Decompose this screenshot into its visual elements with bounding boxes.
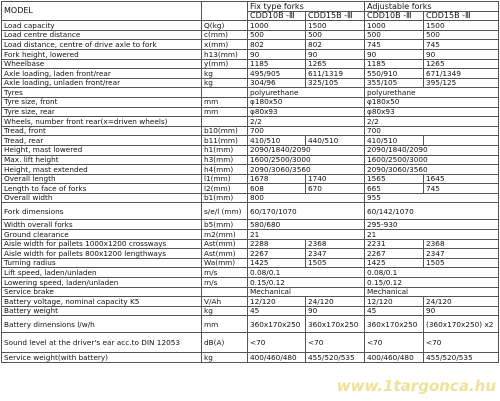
- unit-header: [202, 2, 248, 21]
- model-cdd15b-adj: CDD15B -Ⅲ: [424, 11, 499, 21]
- row-label: Tyre size, front: [2, 97, 202, 107]
- adjustable-forks-value: 2/2: [365, 117, 499, 127]
- row-label: Tread, rear: [2, 136, 202, 146]
- table-row: [2, 353, 499, 363]
- adjustable-forks-value: 1600/2500/3000: [365, 155, 499, 165]
- row-unit: b10(mm): [202, 126, 248, 136]
- cdd15b-fix-value: <70: [306, 333, 365, 353]
- row-label: Wheels, number front rear(x=driven wheels): [2, 117, 202, 127]
- row-label: Load centre distance: [2, 30, 202, 40]
- table-row: [2, 220, 499, 230]
- cdd10b-adj-value: 1000: [365, 21, 424, 31]
- row-unit: b11(mm): [202, 136, 248, 146]
- fix-forks-value: φ80x93: [248, 107, 365, 117]
- table-row: [2, 145, 499, 155]
- cdd15b-adj-value: 671/1349: [424, 69, 499, 79]
- cdd10b-adj-value: 500: [365, 30, 424, 40]
- row-unit: Ast(mm): [202, 249, 248, 259]
- cdd15b-fix-value: 325/105: [306, 78, 365, 88]
- row-unit: mm: [202, 316, 248, 333]
- row-unit: kg: [202, 353, 248, 363]
- adjustable-forks-value: 2090/3060/3560: [365, 165, 499, 175]
- cdd15b-fix-value: 2347: [306, 249, 365, 259]
- row-unit: c(mm): [202, 30, 248, 40]
- cdd15b-adj-value: 90: [424, 306, 499, 316]
- cdd10b-adj-value: 2231: [365, 239, 424, 249]
- cdd10b-fix-value: 500: [248, 30, 306, 40]
- table-row: [2, 59, 499, 69]
- cdd10b-fix-value: 1185: [248, 59, 306, 69]
- row-unit: b1(mm): [202, 193, 248, 203]
- table-row: [2, 21, 499, 31]
- row-label: Tyres: [2, 88, 202, 98]
- table-row: [2, 203, 499, 220]
- table-row: [2, 117, 499, 127]
- table-row: [2, 258, 499, 268]
- row-unit: h3(mm): [202, 155, 248, 165]
- header-row-groups: [2, 2, 499, 12]
- adjustable-forks-value: φ180x50: [365, 97, 499, 107]
- row-unit: h4(mm): [202, 165, 248, 175]
- row-label: Lift speed, laden/unladen: [2, 268, 202, 278]
- fix-forks-value: 2/2: [248, 117, 365, 127]
- fix-forks-value: 800: [248, 193, 365, 203]
- spec-table: [1, 1, 499, 363]
- row-unit: Ast(mm): [202, 239, 248, 249]
- cdd15b-adj-value: 2368: [424, 239, 499, 249]
- cdd10b-adj-value: 665: [365, 184, 424, 194]
- cdd15b-adj-value: 24/120: [424, 297, 499, 307]
- adjustable-forks-value: 955: [365, 193, 499, 203]
- cdd10b-fix-value: 12/120: [248, 297, 306, 307]
- table-row: [2, 107, 499, 117]
- cdd15b-adj-value: 2347: [424, 249, 499, 259]
- cdd10b-fix-value: 802: [248, 40, 306, 50]
- cdd10b-fix-value: 1425: [248, 258, 306, 268]
- cdd10b-adj-value: 1425: [365, 258, 424, 268]
- row-unit: mm: [202, 97, 248, 107]
- row-unit: dB(A): [202, 333, 248, 353]
- cdd10b-fix-value: 410/510: [248, 136, 306, 146]
- cdd10b-adj-value: <70: [365, 333, 424, 353]
- cdd10b-fix-value: 2267: [248, 249, 306, 259]
- table-row: [2, 155, 499, 165]
- table-row: [2, 230, 499, 240]
- adjustable-forks-value: polyurethane: [365, 88, 499, 98]
- cdd15b-fix-value: 802: [306, 40, 365, 50]
- cdd15b-adj-value: 90: [424, 49, 499, 59]
- row-unit: b5(mm): [202, 220, 248, 230]
- row-unit: l1(mm): [202, 174, 248, 184]
- fix-forks-value: 60/170/1070: [248, 203, 365, 220]
- table-row: [2, 184, 499, 194]
- table-row: [2, 174, 499, 184]
- cdd10b-adj-value: 90: [365, 49, 424, 59]
- row-label: Turning radius: [2, 258, 202, 268]
- row-unit: h13(mm): [202, 49, 248, 59]
- table-row: [2, 287, 499, 297]
- adjustable-forks-value: φ80x93: [365, 107, 499, 117]
- table-row: [2, 239, 499, 249]
- cdd10b-fix-value: 45: [248, 306, 306, 316]
- row-unit: l2(mm): [202, 184, 248, 194]
- row-unit: kg: [202, 306, 248, 316]
- spec-body: [2, 21, 499, 363]
- row-label: Aisle width for pallets 800x1200 lengthways: [2, 249, 202, 259]
- cdd10b-adj-value: 410/510: [365, 136, 424, 146]
- row-unit: Q(kg): [202, 21, 248, 31]
- row-unit: x(mm): [202, 40, 248, 50]
- table-row: [2, 49, 499, 59]
- row-unit: [202, 117, 248, 127]
- cdd15b-adj-value: [424, 136, 499, 146]
- cdd15b-adj-value: 745: [424, 40, 499, 50]
- fix-forks-value: polyurethane: [248, 88, 365, 98]
- row-unit: kg: [202, 69, 248, 79]
- table-row: [2, 297, 499, 307]
- cdd10b-fix-value: 90: [248, 49, 306, 59]
- table-row: [2, 165, 499, 175]
- fix-forks-value: Mechanical: [248, 287, 365, 297]
- row-label: Load distance, centre of drive axle to fork: [2, 40, 202, 50]
- cdd15b-adj-value: 1265: [424, 59, 499, 69]
- adjustable-forks-value: 21: [365, 230, 499, 240]
- cdd15b-fix-value: 1740: [306, 174, 365, 184]
- cdd10b-fix-value: 304/96: [248, 78, 306, 88]
- model-cdd10b-adj: CDD10B -Ⅲ: [365, 11, 424, 21]
- table-row: [2, 316, 499, 333]
- row-unit: Wa(mm): [202, 258, 248, 268]
- table-row: [2, 30, 499, 40]
- table-row: [2, 193, 499, 203]
- table-row: [2, 333, 499, 353]
- cdd10b-adj-value: 400/460/480: [365, 353, 424, 363]
- cdd15b-adj-value: 1505: [424, 258, 499, 268]
- cdd15b-adj-value: 500: [424, 30, 499, 40]
- cdd10b-fix-value: 1000: [248, 21, 306, 31]
- fix-forks-header: Fix type forks: [248, 2, 365, 12]
- row-label: Width overall forks: [2, 220, 202, 230]
- row-label: Battery dimensions l/w/h: [2, 316, 202, 333]
- cdd15b-adj-value: 1645: [424, 174, 499, 184]
- row-label: Lowering speed, laden/unladen: [2, 278, 202, 288]
- adjustable-forks-value: 700: [365, 126, 499, 136]
- row-unit: [202, 287, 248, 297]
- row-unit: y(mm): [202, 59, 248, 69]
- table-row: [2, 97, 499, 107]
- cdd15b-adj-value: 455/520/535: [424, 353, 499, 363]
- fix-forks-value: 2090/1840/2090: [248, 145, 365, 155]
- cdd10b-fix-value: 400/460/480: [248, 353, 306, 363]
- row-label: Wheelbase: [2, 59, 202, 69]
- model-cdd10b-fix: CDD10B -Ⅲ: [248, 11, 306, 21]
- adjustable-forks-value: 295-930: [365, 220, 499, 230]
- row-unit: m2(mm): [202, 230, 248, 240]
- row-label: Service weight(with battery): [2, 353, 202, 363]
- cdd10b-adj-value: 550/910: [365, 69, 424, 79]
- cdd15b-fix-value: 1505: [306, 258, 365, 268]
- row-label: Battery weight: [2, 306, 202, 316]
- cdd10b-adj-value: 2267: [365, 249, 424, 259]
- cdd15b-fix-value: 455/520/535: [306, 353, 365, 363]
- cdd15b-fix-value: 611/1319: [306, 69, 365, 79]
- fix-forks-value: 580/680: [248, 220, 365, 230]
- row-label: Aisle width for pallets 1000x1200 crossways: [2, 239, 202, 249]
- row-label: Fork height, lowered: [2, 49, 202, 59]
- model-cdd15b-fix: CDD15B -Ⅲ: [306, 11, 365, 21]
- cdd15b-fix-value: 24/120: [306, 297, 365, 307]
- row-label: Axle loading, unladen front/rear: [2, 78, 202, 88]
- adjustable-forks-value: 60/142/1070: [365, 203, 499, 220]
- fix-forks-value: 2090/3060/3560: [248, 165, 365, 175]
- row-label: Service brake: [2, 287, 202, 297]
- cdd15b-fix-value: 90: [306, 306, 365, 316]
- cdd10b-fix-value: 2288: [248, 239, 306, 249]
- table-row: [2, 278, 499, 288]
- fix-forks-value: φ180x50: [248, 97, 365, 107]
- cdd15b-adj-value: (360x170x250) x2: [424, 316, 499, 333]
- table-row: [2, 88, 499, 98]
- row-label: Battery voltage, nominal capacity K5: [2, 297, 202, 307]
- cdd15b-adj-value: <70: [424, 333, 499, 353]
- row-unit: s/e/l (mm): [202, 203, 248, 220]
- row-label: Load capacity: [2, 21, 202, 31]
- row-label: Height, mast lowered: [2, 145, 202, 155]
- row-label: Overall width: [2, 193, 202, 203]
- row-unit: V/Ah: [202, 297, 248, 307]
- row-label: Tyre size, rear: [2, 107, 202, 117]
- row-unit: h1(mm): [202, 145, 248, 155]
- cdd10b-fix-value: 608: [248, 184, 306, 194]
- cdd10b-fix-value: 495/905: [248, 69, 306, 79]
- cdd15b-fix-value: 90: [306, 49, 365, 59]
- cdd15b-fix-value: 360x170x250: [306, 316, 365, 333]
- cdd15b-fix-value: 670: [306, 184, 365, 194]
- row-label: Fork dimensions: [2, 203, 202, 220]
- adjustable-forks-value: 2090/1840/2090: [365, 145, 499, 155]
- row-label: Overall length: [2, 174, 202, 184]
- cdd15b-fix-value: 1500: [306, 21, 365, 31]
- fix-forks-value: 700: [248, 126, 365, 136]
- adjustable-forks-value: 0.08/0.1: [365, 268, 499, 278]
- row-label: Ground clearance: [2, 230, 202, 240]
- cdd10b-adj-value: 45: [365, 306, 424, 316]
- cdd10b-adj-value: 360x170x250: [365, 316, 424, 333]
- table-row: [2, 249, 499, 259]
- cdd10b-adj-value: 1565: [365, 174, 424, 184]
- cdd15b-fix-value: 500: [306, 30, 365, 40]
- adjustable-forks-header: Adjustable forks: [365, 2, 499, 12]
- table-row: [2, 268, 499, 278]
- adjustable-forks-value: Mechanical: [365, 287, 499, 297]
- cdd10b-fix-value: 360x170x250: [248, 316, 306, 333]
- row-label: Tread, front: [2, 126, 202, 136]
- row-unit: kg: [202, 78, 248, 88]
- cdd15b-adj-value: 745: [424, 184, 499, 194]
- row-label: Sound level at the driver's ear acc.to DIN 12053: [2, 333, 202, 353]
- fix-forks-value: 1600/2500/3000: [248, 155, 365, 165]
- cdd15b-fix-value: 440/510: [306, 136, 365, 146]
- model-header: MODEL: [2, 2, 202, 21]
- fix-forks-value: 21: [248, 230, 365, 240]
- row-label: Length to face of forks: [2, 184, 202, 194]
- row-unit: [202, 88, 248, 98]
- table-row: [2, 126, 499, 136]
- row-label: Max. lift height: [2, 155, 202, 165]
- cdd15b-fix-value: 2368: [306, 239, 365, 249]
- cdd10b-adj-value: 12/120: [365, 297, 424, 307]
- row-label: Height, mast extended: [2, 165, 202, 175]
- table-row: [2, 78, 499, 88]
- cdd10b-adj-value: 1185: [365, 59, 424, 69]
- fix-forks-value: 0.15/0.12: [248, 278, 365, 288]
- cdd15b-adj-value: 395/125: [424, 78, 499, 88]
- cdd10b-fix-value: 1678: [248, 174, 306, 184]
- watermark: www.1targonca.hu: [336, 377, 496, 395]
- cdd10b-fix-value: <70: [248, 333, 306, 353]
- adjustable-forks-value: 0.15/0.12: [365, 278, 499, 288]
- row-unit: m/s: [202, 278, 248, 288]
- row-unit: m/s: [202, 268, 248, 278]
- cdd10b-adj-value: 355/105: [365, 78, 424, 88]
- fix-forks-value: 0.08/0.1: [248, 268, 365, 278]
- table-row: [2, 136, 499, 146]
- row-unit: mm: [202, 107, 248, 117]
- cdd15b-fix-value: 1265: [306, 59, 365, 69]
- table-row: [2, 306, 499, 316]
- row-label: Axle loading, laden front/rear: [2, 69, 202, 79]
- table-row: [2, 69, 499, 79]
- cdd10b-adj-value: 745: [365, 40, 424, 50]
- table-row: [2, 40, 499, 50]
- cdd15b-adj-value: 1500: [424, 21, 499, 31]
